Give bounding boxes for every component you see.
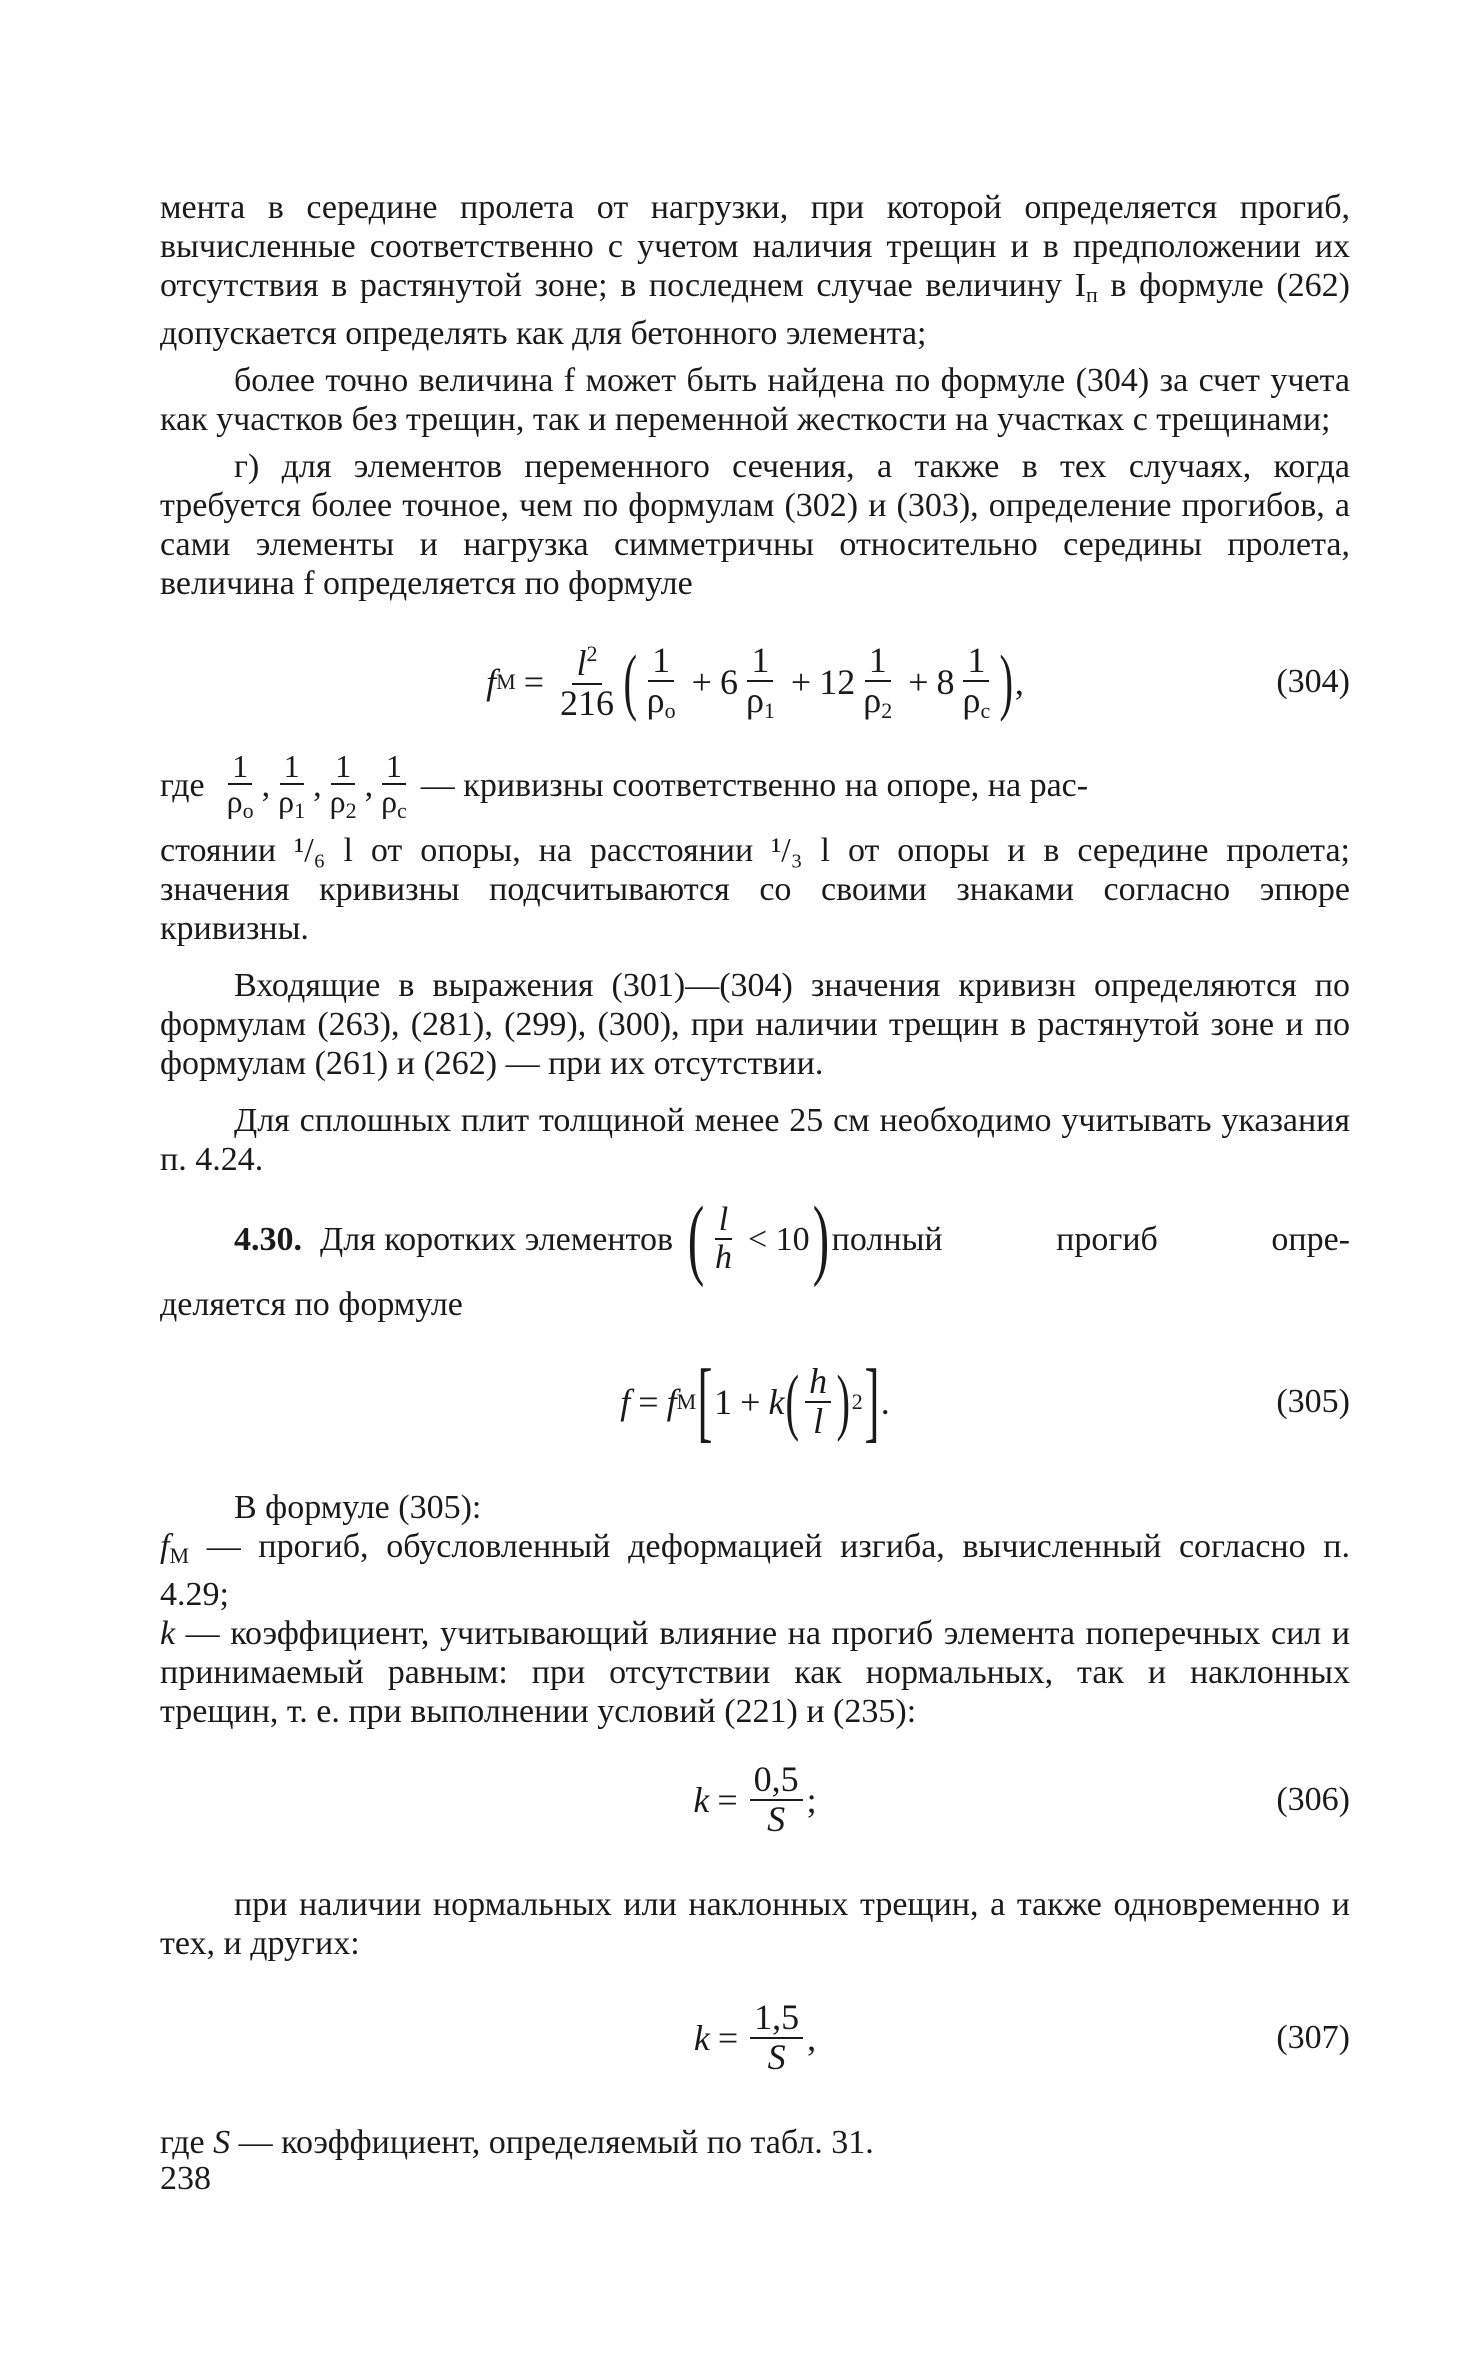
section-4-30-text-a: Для коротких элементов — [320, 1220, 674, 1258]
curvature-definition-line: где $\frac{1}{\rho_о}$ , $\frac{1}{\rho_1}$ , $\frac{1}{\rho_2}$ , $\frac{1}{\rho_с}$ — кривизны соответственно на опоре, на рас- — [160, 747, 1089, 824]
formula-307-lhs: k — [693, 2018, 710, 2058]
formula-305-lhs: f — [620, 1382, 631, 1422]
formula-305-k: k — [768, 1382, 785, 1422]
formula-304-term-rho0 — [643, 642, 680, 722]
paragraph-1 — [160, 188, 1350, 353]
formula-304-216: 216 — [560, 682, 614, 723]
paragraph-1-text: мента в середине пролета от нагрузки, при которой определяется прогиб, вычисленные соответственно с учетом наличия трещин и в предположении их отсутствия в растянутой зоне; в последнем случае величину I — [160, 189, 1350, 304]
l-over-h-num: l — [718, 1201, 729, 1239]
paragraph-6: Для сплошных плит толщиной менее 25 см необходимо учитывать указания п. 4.24. — [160, 1102, 1350, 1178]
section-4-30: 4.30. Для коротких элементов ( $\frac{l}{h}$ < 10 ) полный прогиб опре- — [234, 1189, 1350, 1288]
formula-304-term-rhoc — [959, 642, 995, 722]
formula-307-body: k = $\frac{1,5}{S}$ , — [693, 1997, 817, 2077]
formula-304-rho1-sub: 1 — [763, 697, 775, 723]
section-4-30-text-b: полный прогиб опре- — [831, 1220, 1350, 1258]
section-4-30-text-c: деляется по формуле — [160, 1286, 463, 1323]
formula-305-number: (305) — [1276, 1383, 1350, 1420]
curv-rho-0-sub: о — [242, 798, 254, 824]
formula-305-l: l — [813, 1401, 824, 1441]
page-number: 238 — [160, 2160, 211, 2197]
formula-304-number: (304) — [1276, 663, 1350, 700]
formula-305-one: 1 — [714, 1382, 733, 1422]
definition-k-symbol: k — [160, 1615, 176, 1652]
curv-frac-c — [377, 747, 411, 824]
paragraph-3: г) для элементов переменного сечения, а также в тех случаях, когда требуется более точное, чем по формулам (302) и (303), определение прогибов, а сами элементы и нагрузка симметричны относительно середины пролета, величина f определяется по формуле — [160, 448, 1350, 602]
formula-304-l2-over-216: $\frac{l^2}{216}$ — [556, 642, 618, 723]
curv-rho-1-sub: 1 — [294, 798, 306, 824]
paragraph-1-subscript: п — [1085, 282, 1098, 307]
formula-304-coef-6: 6 — [719, 662, 738, 702]
formula-305-square: 2 — [851, 1389, 863, 1414]
curv-one-c: 1 — [382, 750, 406, 786]
formula-307 — [160, 1973, 1350, 2103]
formula-307-frac — [750, 1999, 803, 2077]
paragraph-5: Входящие в выражения (301)—(304) значения кривизн определяются по формулам (263), (281), (299), (300), при наличии трещин в растянутой зоне и по формулам (261) и (262) — при их отсутствии. — [160, 967, 1350, 1082]
formula-304-coef-12: 12 — [819, 662, 856, 702]
formula-304-rho-a: ρ — [646, 679, 665, 720]
formula-306 — [160, 1741, 1350, 1859]
formula-304-term-rho2 — [859, 642, 896, 722]
formula-304-one-c: 1 — [865, 642, 891, 682]
formula-304-one-a: 1 — [648, 642, 674, 682]
paragraph-1-end: в формуле (262) допускается определять как для бетонного элемента; — [160, 267, 1350, 352]
definition-k — [160, 1614, 1350, 1731]
formula-304-rho-d: ρ — [962, 679, 981, 720]
paragraph-2: более точно величина f может быть найдена по формуле (304) за счет учета как участков без трещин, так и переменной жесткости на участках с трещинами; — [160, 362, 1350, 438]
definition-fm-sub: M — [169, 1543, 190, 1568]
formula-307-den: S — [767, 2037, 786, 2077]
gde-prefix: где — [160, 767, 205, 804]
formula-305-fm: f — [666, 1382, 677, 1422]
formula-304-rho-b: ρ — [745, 679, 764, 720]
definition-k-text: — коэффициент, учитывающий влияние на прогиб элемента поперечных сил и принимаемый равным: при отсутствии как нормальных, так и наклонных трещин, т. е. при выполнении условий (221) и (235): — [160, 1615, 1350, 1730]
formula-306-num: 0,5 — [750, 1761, 803, 1801]
formula-304-rhoc-sub: с — [980, 697, 991, 723]
formula-306-body: k = $\frac{0,5}{S}$ ; — [693, 1759, 817, 1839]
curv-rho-2-sub: 2 — [345, 798, 357, 824]
paragraph-11: при наличии нормальных или наклонных трещин, а также одновременно и тех, и других: — [160, 1886, 1350, 1962]
page-body — [160, 188, 1350, 2162]
formula-304-one-b: 1 — [747, 642, 773, 682]
formula-304-lhs-sub: M — [496, 669, 516, 694]
gde-text: — кривизны соответственно на опоре, на рас- — [420, 767, 1089, 804]
curv-rho-c-sub: с — [397, 798, 407, 824]
formula-305-h-over-l — [805, 1363, 831, 1441]
formula-305-h: h — [809, 1361, 828, 1402]
curv-rho-c: ρ — [381, 783, 398, 820]
curv-frac-0 — [223, 747, 258, 824]
section-number: 4.30. — [234, 1220, 302, 1258]
paragraph-4: стоянии ¹/₆ l от опоры, на расстоянии ¹/₃ l от опоры и в середине пролета; значения кривизны подсчитываются со своими знаками согласно эпюре кривизны. — [160, 832, 1350, 947]
formula-304-coef-8: 8 — [936, 662, 955, 702]
l-over-h-den: h — [715, 1239, 732, 1276]
paragraph-8: В формуле (305): — [234, 1489, 482, 1526]
paragraph-12-b: — коэффициент, определяемый по табл. 31. — [230, 2124, 874, 2161]
formula-304-rho-c: ρ — [863, 679, 882, 720]
formula-306-lhs: k — [693, 1780, 710, 1820]
formula-307-number: (307) — [1276, 2019, 1350, 2056]
paragraph-12 — [160, 2123, 1350, 2162]
formula-307-num: 1,5 — [750, 1999, 803, 2039]
formula-304-rho0-sub: о — [664, 697, 676, 723]
formula-305-fm-sub: M — [676, 1389, 697, 1414]
curv-frac-2 — [326, 747, 361, 824]
definition-fm — [160, 1527, 1350, 1614]
definition-fm-symbol: f — [160, 1528, 170, 1565]
formula-304-lhs: f — [486, 662, 497, 702]
curv-rho-0: ρ — [226, 783, 243, 820]
formula-306-frac — [750, 1761, 803, 1839]
curv-one-2: 1 — [331, 750, 355, 786]
formula-306-den: S — [767, 1799, 786, 1839]
curv-frac-1 — [274, 747, 309, 824]
formula-304-body: f M = $\frac{l^2}{216}$ ( $\frac{1}{\rho_о}$ + 6 $\frac{1}{\rho_1}$ + 12 $\frac{1}{\rho_2}$ + 8 $\frac{1}{\rho_с}$ ) , — [486, 640, 1024, 723]
formula-304-one-d: 1 — [963, 642, 989, 682]
formula-304-l: l — [576, 642, 587, 683]
definition-fm-text: — прогиб, обусловленный деформацией изгиба, вычисленный согласно п. 4.29; — [160, 1528, 1350, 1613]
formula-305-body: f = f M [ 1 + k ( $\frac{h}{l}$ ) 2 ] . — [620, 1352, 890, 1451]
formula-305 — [160, 1338, 1350, 1466]
l-over-h — [711, 1202, 736, 1275]
curv-rho-2: ρ — [329, 783, 346, 820]
condition-less-10: < 10 — [748, 1220, 810, 1258]
paragraph-12-a: где — [160, 2124, 214, 2161]
formula-304-term-rho1 — [742, 642, 779, 722]
formula-306-number: (306) — [1276, 1781, 1350, 1818]
formula-304-rho2-sub: 2 — [881, 697, 893, 723]
curv-one-1: 1 — [280, 750, 304, 786]
curv-rho-1: ρ — [278, 783, 295, 820]
paragraph-12-symbol: S — [213, 2124, 231, 2161]
curv-one-0: 1 — [228, 750, 252, 786]
formula-304 — [160, 623, 1350, 741]
